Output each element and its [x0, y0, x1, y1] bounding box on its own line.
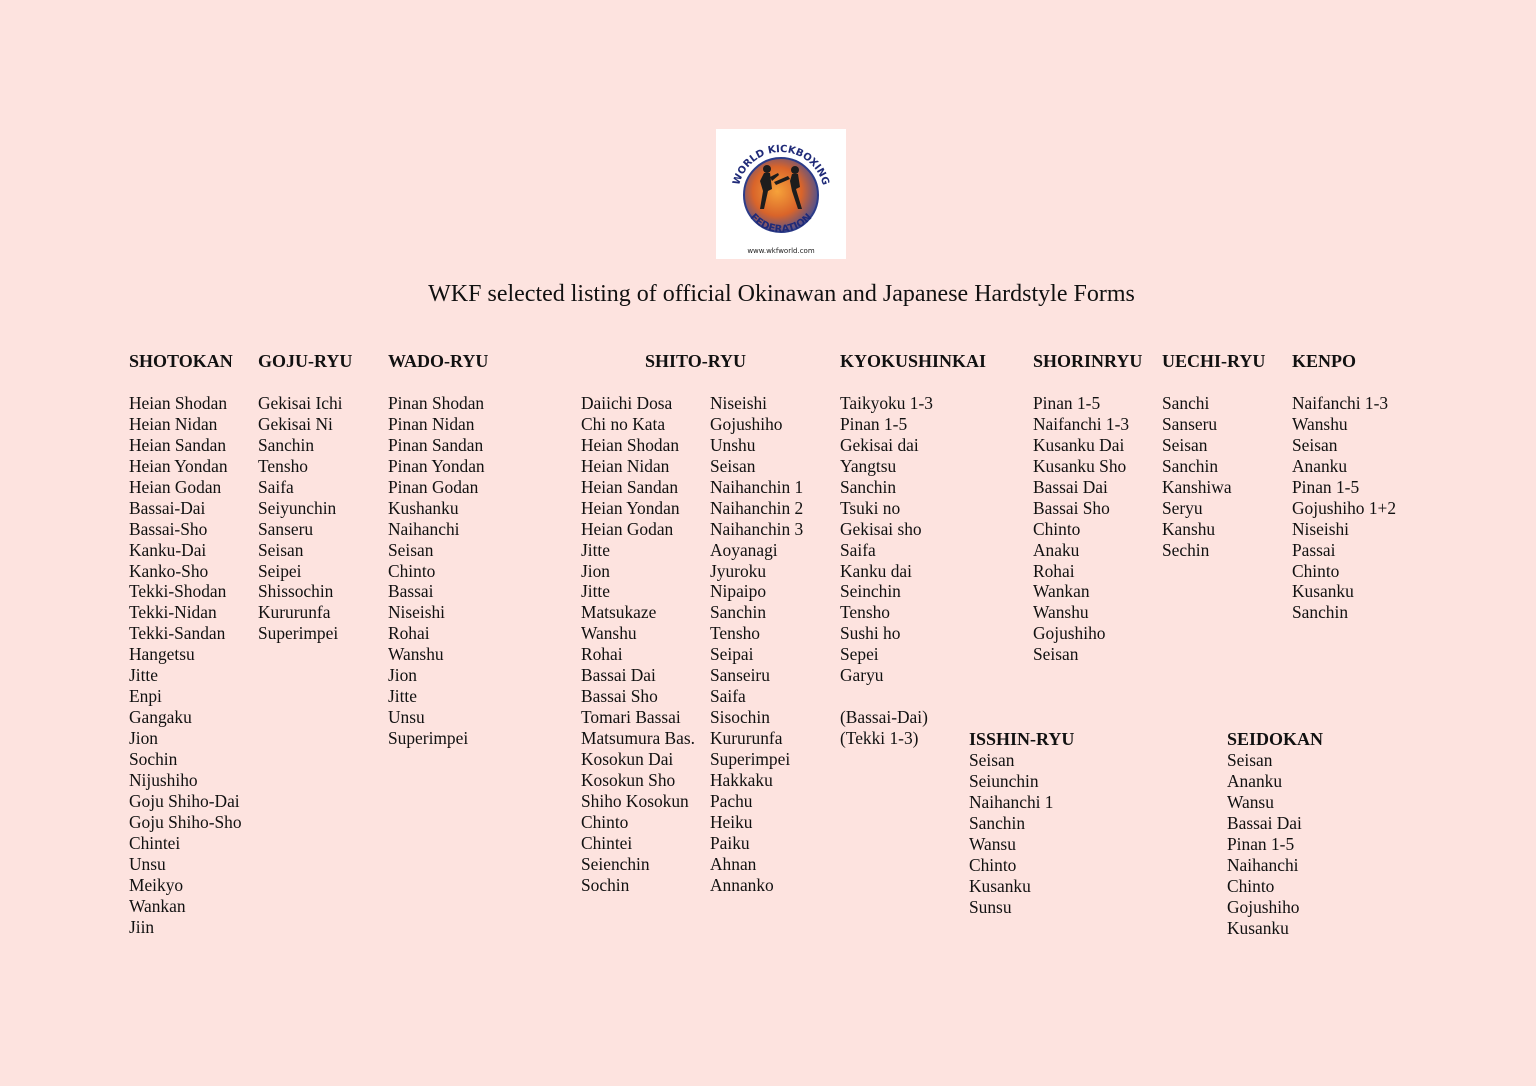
form-list-item: Matsukaze: [581, 602, 657, 623]
form-list-item: [840, 686, 986, 707]
form-list-item: Chinto: [969, 854, 1017, 875]
kenpo-heading: KENPO: [1292, 351, 1357, 371]
form-list-item: Sunsu: [969, 896, 1012, 917]
form-list-item: Pinan Godan: [388, 476, 479, 497]
kyokushin-heading: KYOKUSHINKAI: [840, 351, 987, 371]
form-list-item: Seisan: [969, 749, 1015, 770]
form-list-item: Jion: [129, 728, 158, 749]
form-list-item: Kanko-Sho: [129, 560, 209, 581]
form-list-item: Bassai Sho: [1033, 497, 1110, 518]
form-list-item: Goju Shiho-Sho: [129, 811, 242, 832]
form-list-item: (Bassai-Dai): [840, 707, 928, 728]
spacer: [258, 372, 352, 393]
form-list-item: Pinan Yondan: [388, 455, 485, 476]
form-list-item: Bassai-Dai: [129, 497, 206, 518]
form-list-item: Bassai Dai: [581, 665, 656, 686]
form-list-item: Ahnan: [710, 853, 757, 874]
form-list-item: Chintei: [581, 832, 633, 853]
form-list-item: Kururunfa: [710, 728, 783, 749]
form-list-item: Wanshu: [1292, 413, 1348, 434]
logo-ring-top: WORLD KICKBOXING: [731, 143, 831, 187]
spacer: [581, 351, 695, 372]
form-list-item: Heian Shodan: [129, 392, 228, 413]
form-list-item: Taikyoku 1-3: [840, 392, 933, 413]
spacer: [840, 372, 986, 393]
goju-heading: GOJU-RYU: [258, 351, 353, 371]
form-list-item: Sanchin: [840, 476, 897, 497]
form-list-item: Chinto: [388, 560, 436, 581]
form-list-item: Seisan: [388, 539, 434, 560]
form-list-item: Seipai: [710, 644, 754, 665]
spacer: [710, 351, 803, 372]
kenpo-column: [1292, 351, 1396, 623]
form-list-item: Heian Shodan: [581, 434, 680, 455]
isshin-ryu-column: [969, 729, 1074, 918]
form-list-item: Seryu: [1162, 497, 1203, 518]
form-list-item: Matsumura Bas.: [581, 728, 695, 749]
form-list-item: Pinan Sandan: [388, 434, 484, 455]
form-list-item: Gekisai Ni: [258, 413, 333, 434]
shotokan-heading: SHOTOKAN: [129, 351, 233, 371]
form-list-item: Tekki-Sandan: [129, 623, 226, 644]
form-list-item: Seisan: [258, 539, 304, 560]
form-list-item: Wanshu: [1033, 602, 1089, 623]
form-list-item: Sepei: [840, 644, 879, 665]
form-list-item: Niseishi: [710, 392, 768, 413]
form-list-item: Superimpei: [710, 749, 791, 770]
form-list-item: Shissochin: [258, 581, 334, 602]
form-list-item: Naihanchin 2: [710, 497, 804, 518]
form-list-item: Naihanchi: [388, 518, 460, 539]
form-list-item: Ananku: [1292, 455, 1348, 476]
form-list-item: Kosokun Dai: [581, 749, 674, 770]
form-list-item: Heian Yondan: [129, 455, 228, 476]
form-list-item: Daiichi Dosa: [581, 392, 673, 413]
goju-ryu-column: [258, 351, 352, 644]
form-list-item: Unsu: [129, 853, 166, 874]
spacer: [129, 372, 242, 393]
form-list-item: Bassai-Sho: [129, 518, 208, 539]
form-list-item: Heian Godan: [581, 518, 674, 539]
form-list-item: Gekisai dai: [840, 434, 919, 455]
form-list-item: Sanchin: [969, 812, 1026, 833]
form-list-item: Jion: [388, 665, 417, 686]
form-list-item: Unsu: [388, 707, 425, 728]
form-list-item: Tensho: [258, 455, 308, 476]
wado-ryu-column: [388, 351, 488, 749]
form-list-item: Seisan: [710, 455, 756, 476]
form-list-item: Superimpei: [258, 623, 339, 644]
form-list-item: Sechin: [1162, 539, 1210, 560]
form-list-item: Yangtsu: [840, 455, 897, 476]
form-list-item: Kushanku: [388, 497, 459, 518]
seidokan-heading: SEIDOKAN: [1227, 729, 1324, 749]
form-list-item: Sanchin: [710, 602, 767, 623]
form-list-item: Naihanchin 3: [710, 518, 804, 539]
form-list-item: Pinan Nidan: [388, 413, 475, 434]
form-list-item: Pinan Shodan: [388, 392, 485, 413]
form-list-item: Bassai Sho: [581, 686, 658, 707]
form-list-item: Meikyo: [129, 874, 184, 895]
form-list-item: Bassai Dai: [1227, 812, 1302, 833]
form-list-item: Chi no Kata: [581, 413, 666, 434]
form-list-item: Naihanchin 1: [710, 476, 804, 497]
form-list-item: Chinto: [1033, 518, 1081, 539]
form-list-item: Heiku: [710, 811, 753, 832]
form-list-item: Niseishi: [388, 602, 446, 623]
form-list-item: Gojushiho: [1227, 896, 1300, 917]
logo-ring-bottom: FEDERATION: [747, 211, 815, 236]
spacer: [710, 372, 803, 393]
form-list-item: Chinto: [581, 811, 629, 832]
form-list-item: Sanseiru: [710, 665, 770, 686]
form-list-item: Garyu: [840, 665, 884, 686]
form-list-item: Rohai: [388, 623, 430, 644]
form-list-item: Kusanku: [969, 875, 1031, 896]
page-title: WKF selected listing of official Okinawan and Japanese Hardstyle Forms: [428, 281, 1135, 307]
form-list-item: Tekki-Nidan: [129, 602, 217, 623]
form-list-item: Sushi ho: [840, 623, 901, 644]
form-list-item: Chinto: [1292, 560, 1340, 581]
form-list-item: Tomari Bassai: [581, 707, 681, 728]
form-list-item: Naihanchi: [1227, 854, 1299, 875]
form-list-item: Seisan: [1227, 749, 1273, 770]
seidokan-column: [1227, 729, 1323, 939]
shito-ryu-column-a: [581, 351, 695, 896]
shito-ryu-heading: SHITO-RYU: [645, 351, 747, 371]
form-list-item: Rohai: [1033, 560, 1075, 581]
form-list-item: Kusanku: [1227, 917, 1289, 938]
shito-ryu-column-b: [710, 351, 803, 896]
form-list-item: (Tekki 1-3): [840, 728, 919, 749]
form-list-item: Kusanku: [1292, 581, 1354, 602]
spacer: [388, 372, 488, 393]
form-list-item: Rohai: [581, 644, 623, 665]
form-list-item: Jyuroku: [710, 560, 767, 581]
spacer: [1033, 372, 1142, 393]
form-list-item: Heian Sandan: [129, 434, 227, 455]
form-list-item: Anaku: [1033, 539, 1080, 560]
form-list-item: Hakkaku: [710, 770, 773, 791]
form-list-item: Pinan 1-5: [1292, 476, 1360, 497]
isshin-heading: ISSHIN-RYU: [969, 729, 1075, 749]
form-list-item: Kanku dai: [840, 560, 912, 581]
form-list-item: Seinchin: [840, 581, 901, 602]
form-list-item: Wansu: [1227, 791, 1274, 812]
form-list-item: Saifa: [710, 686, 746, 707]
shotokan-column: [129, 351, 242, 938]
form-list-item: Jiin: [129, 916, 155, 937]
spacer: [1162, 372, 1265, 393]
logo-url: www.wkfworld.com: [747, 247, 815, 255]
form-list-item: Jion: [581, 560, 610, 581]
form-list-item: Gekisai Ichi: [258, 392, 343, 413]
form-list-item: Annanko: [710, 874, 774, 895]
form-list-item: Sochin: [129, 749, 178, 770]
form-list-item: Sochin: [581, 874, 630, 895]
shorin-heading: SHORINRYU: [1033, 351, 1143, 371]
form-list-item: Kanshiwa: [1162, 476, 1232, 497]
form-list-item: Wanshu: [581, 623, 637, 644]
form-list-item: Heian Yondan: [581, 497, 680, 518]
form-list-item: Sanseru: [258, 518, 314, 539]
kyokushinkai-column: [840, 351, 986, 749]
form-list-item: Heian Godan: [129, 476, 222, 497]
form-list-item: Chintei: [129, 832, 181, 853]
form-list-item: Enpi: [129, 686, 162, 707]
form-list-item: Pinan 1-5: [1227, 833, 1295, 854]
form-list-item: Gangaku: [129, 707, 192, 728]
form-list-item: Saifa: [258, 476, 294, 497]
form-list-item: Seisan: [1162, 434, 1208, 455]
form-list-item: Passai: [1292, 539, 1336, 560]
form-list-item: Bassai: [388, 581, 434, 602]
form-list-item: Unshu: [710, 434, 756, 455]
wkf-logo: [716, 129, 846, 259]
form-list-item: Naihanchi 1: [969, 791, 1054, 812]
form-list-item: Bassai Dai: [1033, 476, 1108, 497]
form-list-item: Pinan 1-5: [1033, 392, 1101, 413]
uechi-ryu-column: [1162, 351, 1265, 561]
form-list-item: Seisan: [1292, 434, 1338, 455]
form-list-item: Kusanku Dai: [1033, 434, 1125, 455]
form-list-item: Heian Sandan: [581, 476, 679, 497]
form-list-item: Sanchin: [258, 434, 315, 455]
form-list-item: Pachu: [710, 790, 753, 811]
form-list-item: Pinan 1-5: [840, 413, 908, 434]
form-list-item: Seienchin: [581, 853, 650, 874]
form-list-item: Jitte: [581, 539, 610, 560]
form-list-item: Tsuki no: [840, 497, 901, 518]
wado-heading: WADO-RYU: [388, 351, 489, 371]
form-list-item: Seipei: [258, 560, 302, 581]
form-list-item: Heian Nidan: [129, 413, 218, 434]
form-list-item: Seiyunchin: [258, 497, 337, 518]
form-list-item: Naifanchi 1-3: [1033, 413, 1130, 434]
form-list-item: Sanseru: [1162, 413, 1218, 434]
form-list-item: Wansu: [969, 833, 1016, 854]
form-list-item: Aoyanagi: [710, 539, 778, 560]
form-list-item: Niseishi: [1292, 518, 1350, 539]
form-list-item: Hangetsu: [129, 644, 195, 665]
form-list-item: Heian Nidan: [581, 455, 670, 476]
kickboxers-globe-icon: [716, 129, 846, 259]
form-list-item: Wankan: [129, 895, 186, 916]
form-list-item: Sanchin: [1162, 455, 1219, 476]
form-list-item: Gojushiho: [1033, 623, 1106, 644]
form-list-item: Kururunfa: [258, 602, 331, 623]
form-list-item: Naifanchi 1-3: [1292, 392, 1389, 413]
form-list-item: Tekki-Shodan: [129, 581, 227, 602]
form-list-item: Chinto: [1227, 875, 1275, 896]
form-list-item: Kosokun Sho: [581, 770, 676, 791]
form-list-item: Tensho: [840, 602, 890, 623]
form-list-item: Shiho Kosokun: [581, 790, 689, 811]
form-list-item: Goju Shiho-Dai: [129, 790, 240, 811]
form-list-item: Gojushiho: [710, 413, 783, 434]
form-list-item: Nipaipo: [710, 581, 767, 602]
form-list-item: Jitte: [129, 665, 158, 686]
form-list-item: Tensho: [710, 623, 760, 644]
form-list-item: Jitte: [388, 686, 417, 707]
form-list-item: Wankan: [1033, 581, 1090, 602]
spacer: [1292, 372, 1396, 393]
form-list-item: Wanshu: [388, 644, 444, 665]
form-list-item: Saifa: [840, 539, 876, 560]
form-list-item: Kanku-Dai: [129, 539, 207, 560]
form-list-item: Nijushiho: [129, 770, 198, 791]
form-list-item: Paiku: [710, 832, 750, 853]
form-list-item: Ananku: [1227, 770, 1283, 791]
uechi-heading: UECHI-RYU: [1162, 351, 1266, 371]
form-list-item: Kusanku Sho: [1033, 455, 1127, 476]
form-list-item: Gojushiho 1+2: [1292, 497, 1397, 518]
form-list-item: Seisan: [1033, 644, 1079, 665]
shorinryu-column: [1033, 351, 1142, 665]
form-list-item: Sisochin: [710, 707, 770, 728]
form-list-item: Gekisai sho: [840, 518, 922, 539]
form-list-item: Sanchi: [1162, 392, 1210, 413]
form-list-item: Seiunchin: [969, 770, 1039, 791]
form-list-item: Superimpei: [388, 728, 469, 749]
form-list-item: Sanchin: [1292, 602, 1349, 623]
form-list-item: Kanshu: [1162, 518, 1216, 539]
form-list-item: Jitte: [581, 581, 610, 602]
spacer: [581, 372, 695, 393]
